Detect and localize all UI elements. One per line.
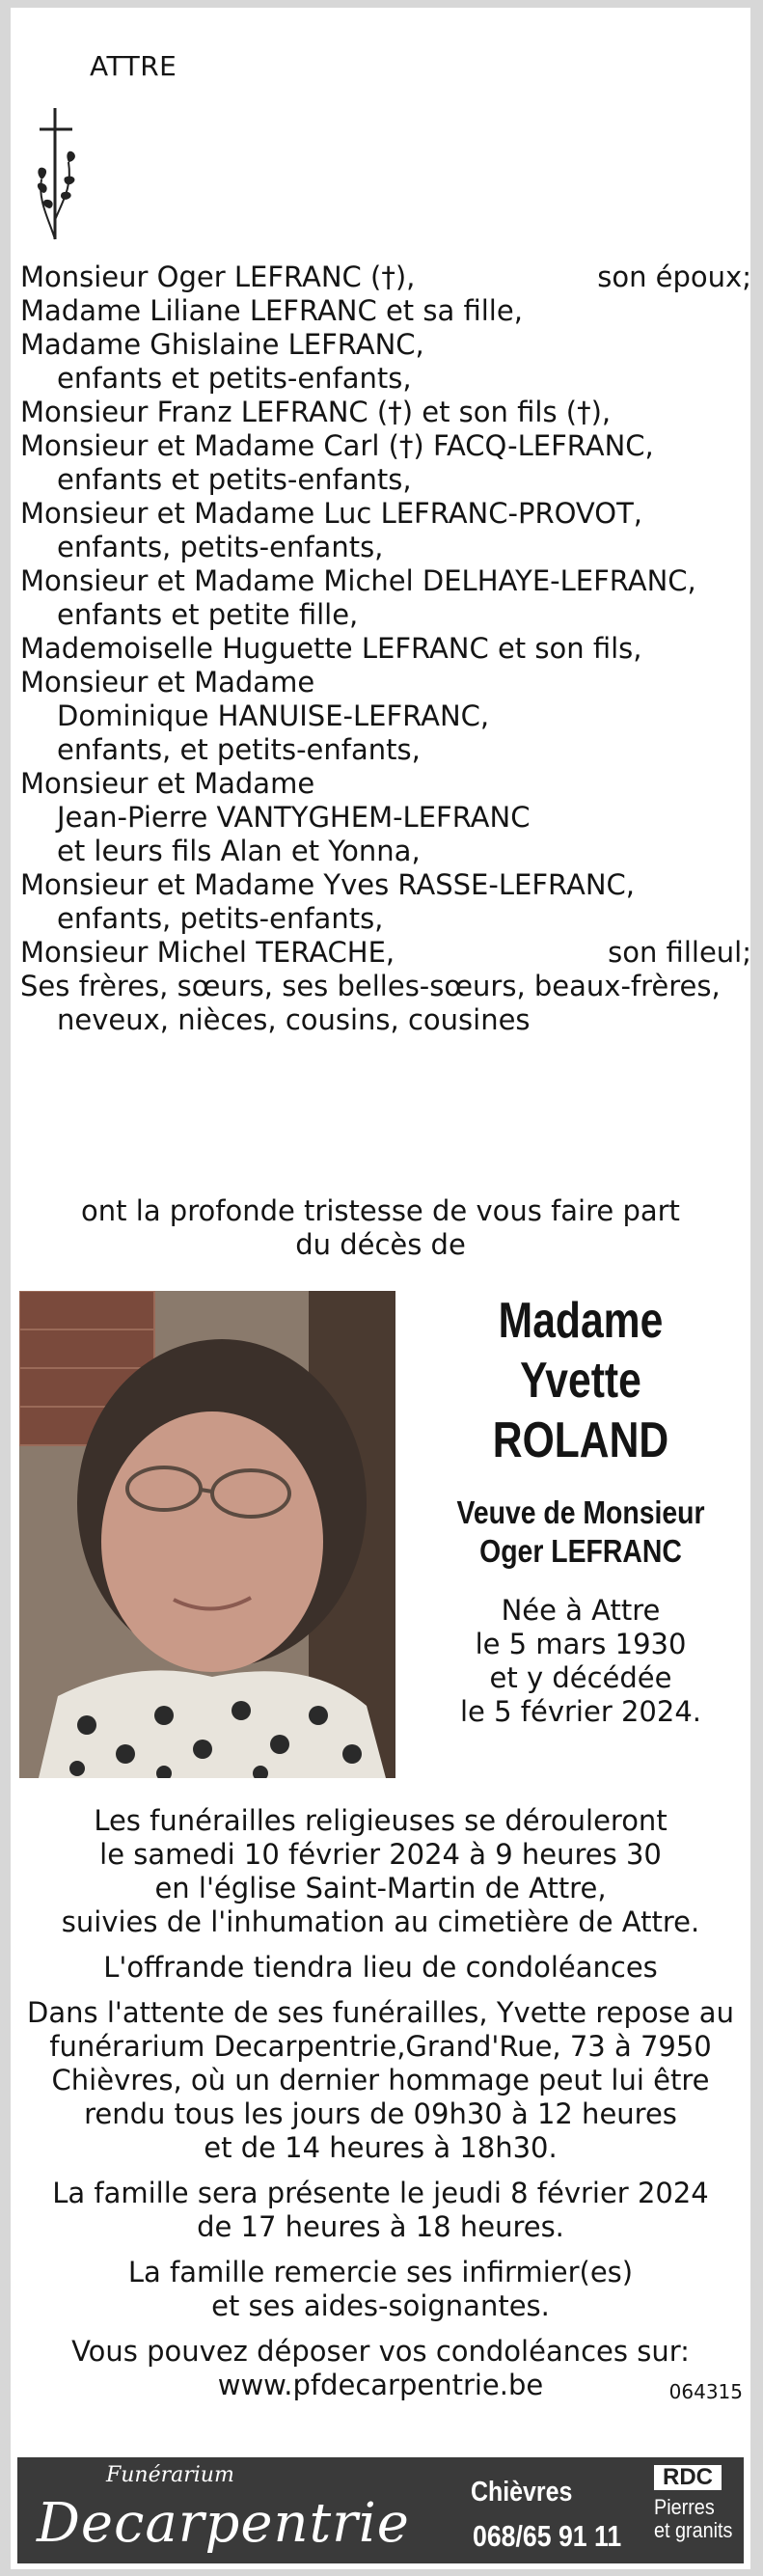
details-line: www.pfdecarpentrie.be <box>217 2369 544 2401</box>
family-line <box>20 666 753 699</box>
intro-text <box>11 1194 750 1262</box>
family-line <box>20 531 753 564</box>
details-line: Les funérailles religieuses se dérouleront <box>94 1804 668 1837</box>
family-line <box>20 1003 753 1037</box>
deceased-name-line: Yvette <box>520 1353 641 1409</box>
birth-line: Née à Attre <box>501 1594 661 1627</box>
rdc-subtitle <box>654 2496 732 2542</box>
family-line <box>20 260 753 294</box>
family-line-text: Dominique HANUISE-LEFRANC, <box>57 699 490 732</box>
family-line <box>20 497 753 531</box>
details-line: rendu tous les jours de 09h30 à 12 heures <box>84 2097 677 2130</box>
family-line-text: enfants, et petits-enfants, <box>57 733 421 766</box>
family-line <box>20 970 753 1003</box>
family-line <box>20 699 753 733</box>
details-paragraph <box>11 1996 750 2165</box>
town-label: ATTRE <box>90 50 177 82</box>
family-line-text: Madame Liliane LEFRANC et sa fille, <box>20 294 523 327</box>
details-line: Dans l'attente de ses funérailles, Yvette repose au <box>27 1996 734 2029</box>
birth-death-info <box>411 1594 750 1729</box>
widow-line: Oger LEFRANC <box>479 1533 682 1569</box>
funeral-home-brand: Decarpentrie <box>37 2492 410 2555</box>
reference-number: 064315 <box>668 2380 743 2403</box>
family-line-text: Monsieur et Madame <box>20 666 315 699</box>
widow-line: Veuve de Monsieur <box>456 1494 705 1530</box>
rdc-subtitle-line: et granits <box>654 2518 733 2542</box>
family-line-text: Ses frères, sœurs, ses belles-sœurs, beaux-frères, <box>20 970 721 1002</box>
family-list <box>20 260 753 1037</box>
family-line-text: Monsieur Oger LEFRANC (†), <box>20 260 416 293</box>
details-line: Vous pouvez déposer vos condoléances sur: <box>71 2335 690 2368</box>
intro-line: ont la profonde tristesse de vous faire part <box>81 1194 680 1227</box>
rdc-logo: RDC <box>654 2465 722 2490</box>
details-line: suivies de l'inhumation au cimetière de Attre. <box>61 1905 700 1938</box>
family-line <box>20 362 753 396</box>
family-line-text: Madame Ghislaine LEFRANC, <box>20 328 424 361</box>
family-line-text: Monsieur et Madame Yves RASSE-LEFRANC, <box>20 868 635 901</box>
details-line: en l'église Saint-Martin de Attre, <box>154 1872 607 1905</box>
family-line-text: enfants et petits-enfants, <box>57 362 412 395</box>
family-line <box>20 632 753 666</box>
obituary-sheet <box>11 8 750 2569</box>
details-line: funérarium Decarpentrie,Grand'Rue, 73 à 7950 <box>49 2030 712 2063</box>
funeral-home-phone: 068/65 91 11 <box>473 2519 622 2553</box>
family-line-text: neveux, nièces, cousins, cousines <box>57 1003 531 1036</box>
family-line-text: Monsieur et Madame Luc LEFRANC-PROVOT, <box>20 497 642 530</box>
family-line-text: Monsieur Michel TERACHE, <box>20 936 395 969</box>
family-line-text: Monsieur et Madame Carl (†) FACQ-LEFRANC, <box>20 429 654 462</box>
birth-line: le 5 février 2024. <box>460 1695 701 1728</box>
family-line <box>20 733 753 767</box>
family-line-text: Jean-Pierre VANTYGHEM-LEFRANC <box>57 801 531 834</box>
details-paragraph <box>11 2256 750 2323</box>
family-line-text: Monsieur et Madame Michel DELHAYE-LEFRANC, <box>20 564 696 597</box>
portrait-photo <box>19 1291 395 1778</box>
details-line: La famille sera présente le jeudi 8 février 2024 <box>52 2177 709 2209</box>
details-line: et de 14 heures à 18h30. <box>204 2131 558 2164</box>
family-line-text: Monsieur et Madame <box>20 767 315 800</box>
details-line: L'offrande tiendra lieu de condoléances <box>103 1951 658 1984</box>
funeral-details <box>11 1804 750 2414</box>
details-paragraph <box>11 1951 750 1985</box>
family-line <box>20 868 753 902</box>
intro-line: du décès de <box>295 1228 466 1261</box>
funeral-home-label: Funérarium <box>106 2463 234 2487</box>
family-line-text: enfants, petits-enfants, <box>57 531 384 563</box>
details-line: La famille remercie ses infirmier(es) <box>127 2256 634 2288</box>
details-paragraph <box>11 2177 750 2244</box>
family-line <box>20 564 753 598</box>
family-line <box>20 767 753 801</box>
deceased-name-line: ROLAND <box>492 1412 669 1468</box>
family-relation: son filleul; <box>608 936 751 969</box>
family-line <box>20 463 753 497</box>
details-line: le samedi 10 février 2024 à 9 heures 30 <box>99 1838 662 1871</box>
deceased-name-line: Madame <box>498 1293 664 1349</box>
family-relation: son époux; <box>597 260 751 293</box>
family-line <box>20 801 753 835</box>
widow-of <box>435 1494 727 1571</box>
family-line <box>20 936 753 970</box>
family-line <box>20 328 753 362</box>
family-line <box>20 598 753 632</box>
family-line <box>20 294 753 328</box>
family-line <box>20 396 753 429</box>
family-line <box>20 835 753 868</box>
family-line-text: enfants, petits-enfants, <box>57 902 384 935</box>
funeral-home-place: Chièvres <box>471 2477 573 2507</box>
details-line: et ses aides-soignantes. <box>211 2289 550 2322</box>
deceased-block <box>411 1291 750 1729</box>
details-paragraph <box>11 2335 750 2402</box>
family-line-text: enfants et petite fille, <box>57 598 359 631</box>
details-line: de 17 heures à 18 heures. <box>197 2210 564 2243</box>
family-line-text: et leurs fils Alan et Yonna, <box>57 835 421 867</box>
funeral-home-banner <box>17 2457 744 2563</box>
cross-icon <box>30 104 88 249</box>
family-line-text: enfants et petits-enfants, <box>57 463 412 496</box>
details-line: Chièvres, où un dernier hommage peut lui être <box>51 2064 710 2096</box>
details-paragraph <box>11 1804 750 1939</box>
birth-line: et y décédée <box>489 1661 672 1694</box>
rdc-subtitle-line: Pierres <box>654 2495 715 2519</box>
family-line <box>20 902 753 936</box>
family-line <box>20 429 753 463</box>
birth-line: le 5 mars 1930 <box>475 1628 687 1660</box>
family-line-text: Mademoiselle Huguette LEFRANC et son fils, <box>20 632 642 665</box>
family-line-text: Monsieur Franz LEFRANC (†) et son fils (†), <box>20 396 612 428</box>
